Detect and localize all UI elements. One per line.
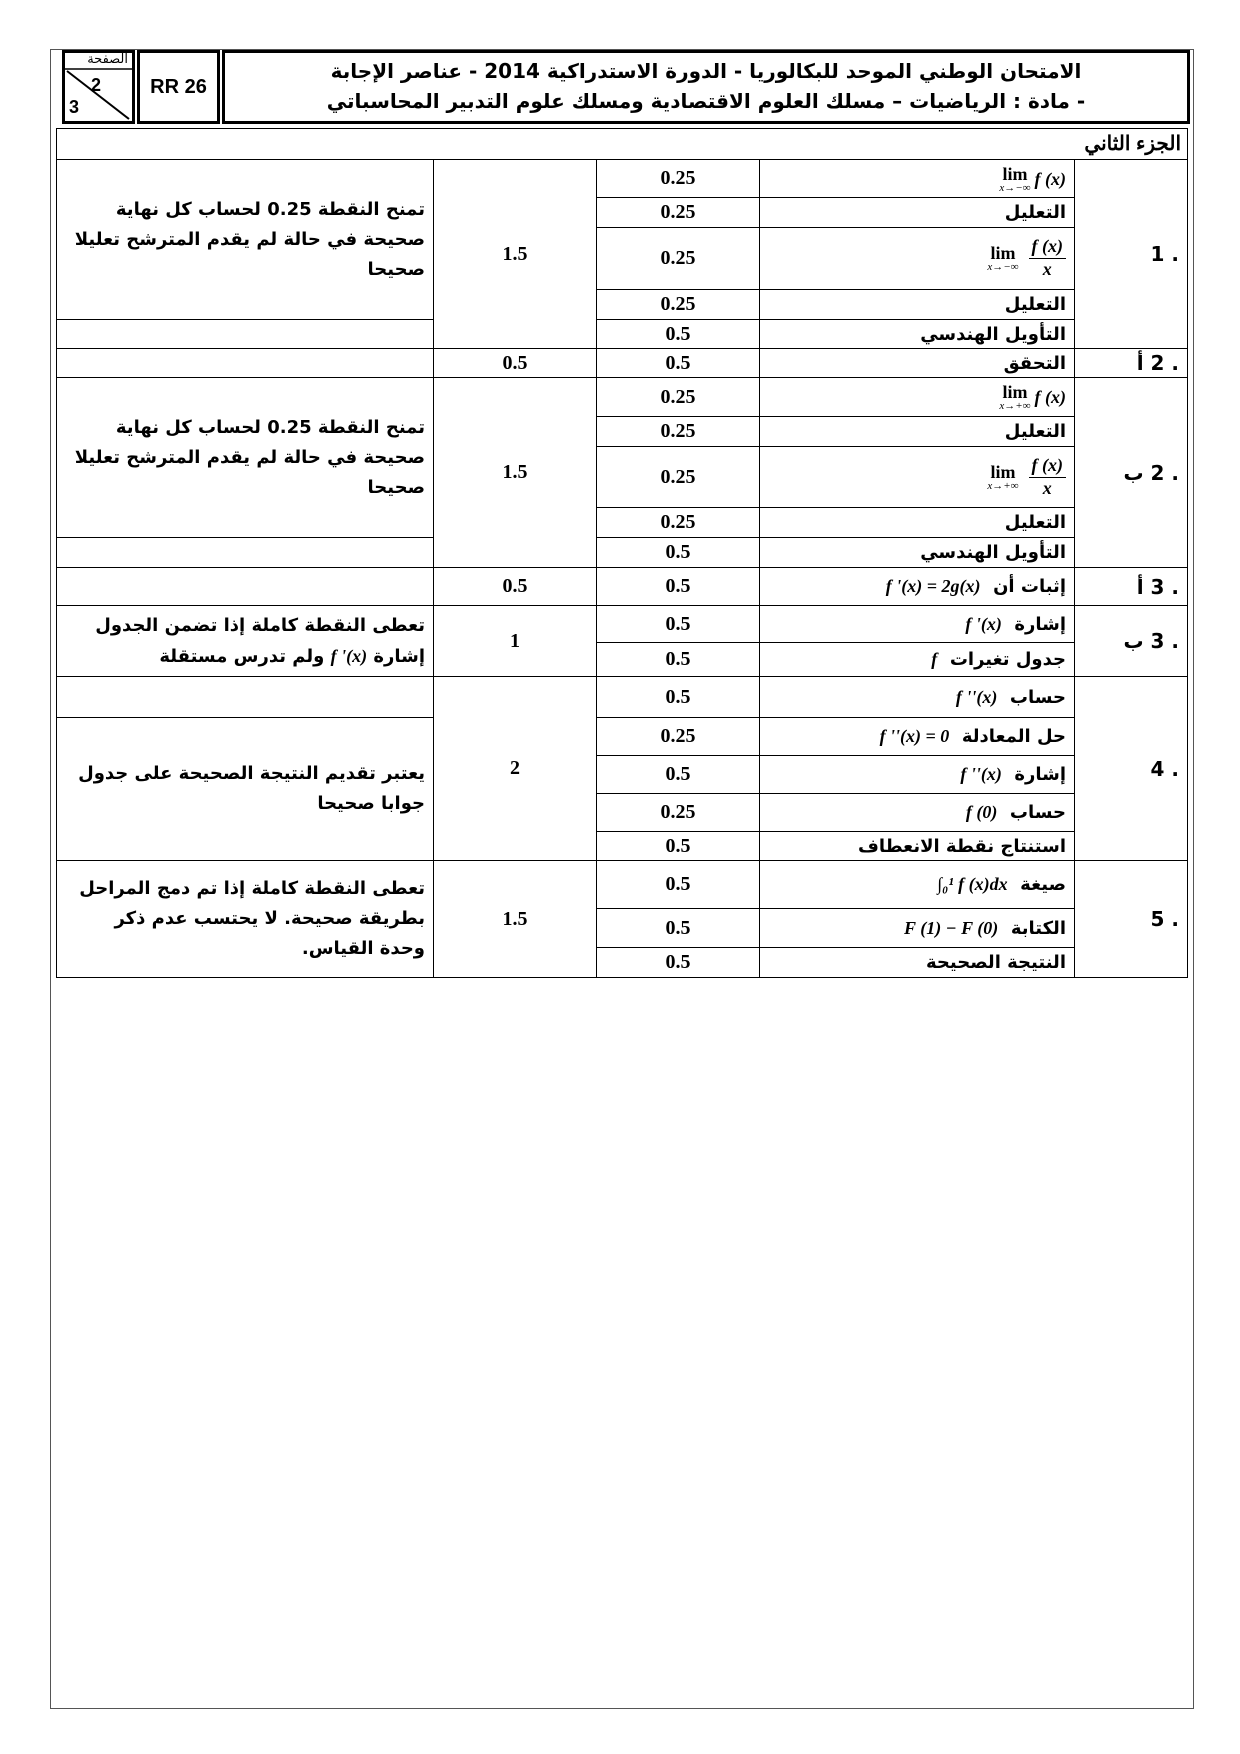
question-number: . 2 ب <box>1075 378 1188 568</box>
page-label: الصفحة <box>87 52 128 67</box>
page-number-box <box>62 50 135 124</box>
remark: تعطى النقطة كاملة إذا تم دمج المراحل بطريقة صحيحة. لا يحتسب عدم ذكر وحدة القياس. <box>57 861 434 978</box>
total-points: 1.5 <box>434 861 597 978</box>
remark-empty <box>57 320 434 349</box>
points: 0.5 <box>597 568 760 606</box>
points: 0.25 <box>597 794 760 832</box>
remark-empty <box>57 568 434 606</box>
table-row <box>57 568 1188 606</box>
grading-element: التعليل <box>760 198 1075 228</box>
points: 0.5 <box>597 606 760 643</box>
grading-element: جدول تغيرات f <box>760 643 1075 677</box>
question-number: . 3 أ <box>1075 568 1188 606</box>
question-number: . 2 أ <box>1075 349 1188 378</box>
points: 0.25 <box>597 417 760 447</box>
table-row <box>57 718 1188 756</box>
grading-element: التعليل <box>760 290 1075 320</box>
grading-element: التأويل الهندسي <box>760 320 1075 349</box>
grading-element: الكتابة F (1) − F (0) <box>760 909 1075 948</box>
total-points: 2 <box>434 677 597 861</box>
remark-empty <box>57 677 434 718</box>
grading-element: حساب f (0) <box>760 794 1075 832</box>
grading-element: حل المعادلة f ''(x) = 0 <box>760 718 1075 756</box>
points: 0.25 <box>597 718 760 756</box>
remark: تمنح النقطة 0.25 لحساب كل نهاية صحيحة في حالة لم يقدم المترشح تعليلا صحيحا <box>57 378 434 538</box>
question-number: . 1 <box>1075 160 1188 349</box>
points: 0.5 <box>597 677 760 718</box>
points: 0.5 <box>597 948 760 978</box>
total-points: 1.5 <box>434 378 597 568</box>
grading-element: lim x→+∞ f (x) <box>760 378 1075 417</box>
points: 0.5 <box>597 349 760 378</box>
exam-title-box <box>222 50 1190 124</box>
remark: يعتبر تقديم النتيجة الصحيحة على جدول جوابا صحيحا <box>57 718 434 861</box>
table-row <box>57 861 1188 909</box>
grading-element: النتيجة الصحيحة <box>760 948 1075 978</box>
points: 0.5 <box>597 756 760 794</box>
points: 0.25 <box>597 160 760 198</box>
question-number: . 4 <box>1075 677 1188 861</box>
grading-element: lim x→−∞ $\frac{f (x)}{x}$ <box>760 228 1075 290</box>
remark: تعطى النقطة كاملة إذا تضمن الجدول إشارة f '(x) ولم تدرس مستقلة <box>57 606 434 677</box>
section-title: الجزء الثاني <box>56 128 1188 160</box>
remark-empty <box>57 349 434 378</box>
total-points: 1.5 <box>434 160 597 349</box>
table-row <box>57 606 1188 643</box>
grading-element: إشارة f ''(x) <box>760 756 1075 794</box>
remark-empty <box>57 538 434 568</box>
grading-element: التحقق <box>760 349 1075 378</box>
points: 0.25 <box>597 447 760 508</box>
grading-element: إثبات أن f '(x) = 2g(x) <box>760 568 1075 606</box>
exam-title-line2: - مادة : الرياضيات – مسلك العلوم الاقتصادية ومسلك علوم التدبير المحاسباتي <box>326 89 1086 113</box>
points: 0.25 <box>597 378 760 417</box>
grading-element: التعليل <box>760 417 1075 447</box>
table-row <box>57 349 1188 378</box>
points: 0.5 <box>597 538 760 568</box>
grading-element: صيغة ∫₀¹ f (x)dx <box>760 861 1075 909</box>
points: 0.25 <box>597 290 760 320</box>
points: 0.5 <box>597 643 760 677</box>
grading-element: استنتاج نقطة الانعطاف <box>760 832 1075 861</box>
page-total: 3 <box>69 97 80 117</box>
points: 0.5 <box>597 861 760 909</box>
grading-element: التأويل الهندسي <box>760 538 1075 568</box>
table-row <box>57 538 1188 568</box>
page-current: 2 <box>91 75 102 95</box>
points: 0.25 <box>597 508 760 538</box>
total-points: 0.5 <box>434 349 597 378</box>
question-number: . 3 ب <box>1075 606 1188 677</box>
question-number: . 5 <box>1075 861 1188 978</box>
table-row <box>57 160 1188 198</box>
table-row <box>57 378 1188 417</box>
points: 0.5 <box>597 832 760 861</box>
exam-title-line1: الامتحان الوطني الموحد للبكالوريا - الدورة الاستدراكية 2014 - عناصر الإجابة <box>330 59 1082 83</box>
grading-element: lim x→−∞ f (x) <box>760 160 1075 198</box>
grading-element: حساب f ''(x) <box>760 677 1075 718</box>
grading-element: lim x→+∞ $\frac{f (x)}{x}$ <box>760 447 1075 508</box>
grading-table <box>56 159 1188 978</box>
total-points: 1 <box>434 606 597 677</box>
remark: تمنح النقطة 0.25 لحساب كل نهاية صحيحة في حالة لم يقدم المترشح تعليلا صحيحا <box>57 160 434 320</box>
points: 0.5 <box>597 320 760 349</box>
points: 0.5 <box>597 909 760 948</box>
table-row <box>57 320 1188 349</box>
exam-code: RR 26 <box>137 50 220 124</box>
table-row <box>57 677 1188 718</box>
grading-element: التعليل <box>760 508 1075 538</box>
points: 0.25 <box>597 228 760 290</box>
points: 0.25 <box>597 198 760 228</box>
total-points: 0.5 <box>434 568 597 606</box>
grading-element: إشارة f '(x) <box>760 606 1075 643</box>
